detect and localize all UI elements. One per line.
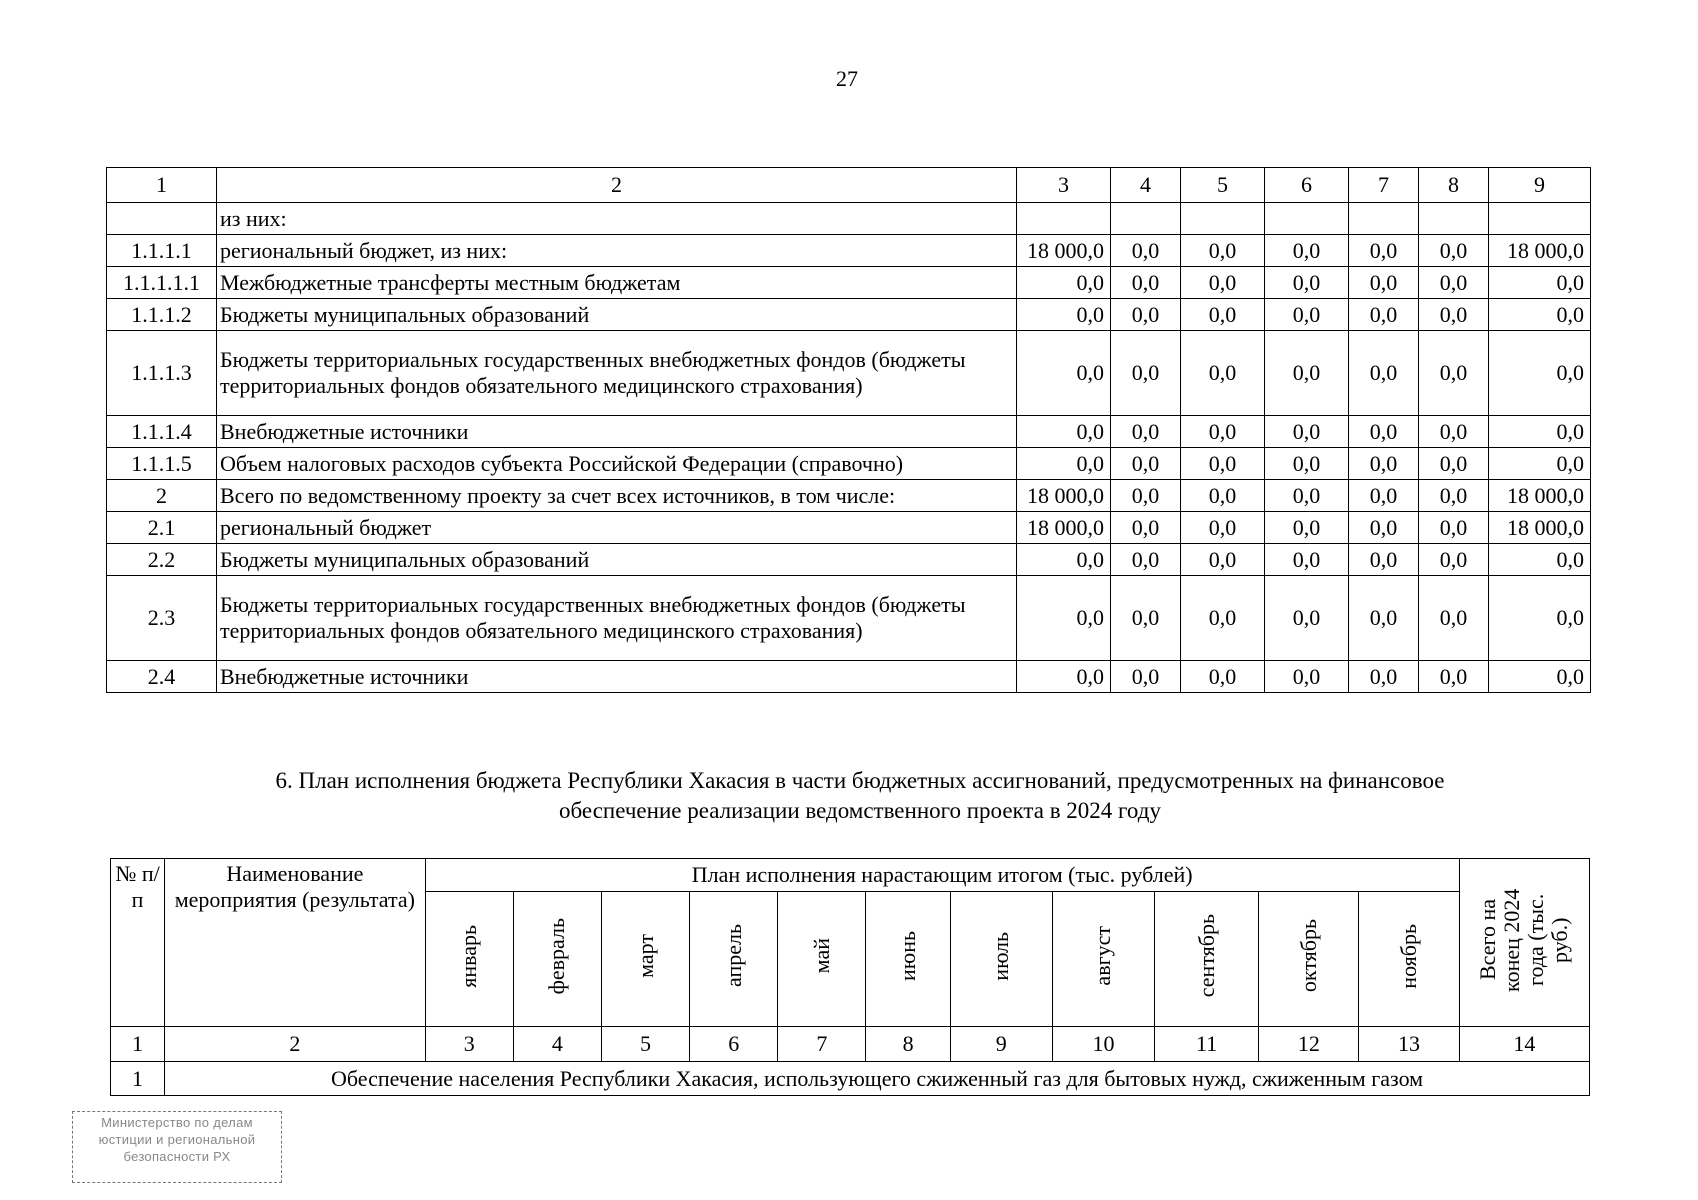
row-label: Бюджеты территориальных государственных внебюджетных фондов (бюджеты территориальных фондов обязательного медицинского страхования) (217, 576, 1017, 661)
value-cell: 0,0 (1265, 448, 1349, 480)
value-cell: 0,0 (1111, 235, 1181, 267)
column-number-cell: 10 (1052, 1027, 1154, 1062)
section-title-line: обеспечение реализации ведомственного проекта в 2024 году (559, 798, 1161, 823)
month-header (950, 892, 1052, 1027)
month-header (1259, 892, 1359, 1027)
value-cell: 0,0 (1265, 544, 1349, 576)
value-cell: 0,0 (1181, 480, 1265, 512)
value-cell: 0,0 (1489, 448, 1591, 480)
header-cell: 8 (1419, 168, 1489, 203)
month-header (866, 892, 950, 1027)
value-cell: 0,0 (1181, 544, 1265, 576)
value-cell: 18 000,0 (1489, 235, 1591, 267)
col-number-header: № п/п (111, 859, 165, 1027)
plan-header-row (111, 859, 1590, 892)
row-number: 2.2 (107, 544, 217, 576)
header-cell: 4 (1111, 168, 1181, 203)
row-label: из них: (217, 203, 1017, 235)
value-cell: 0,0 (1017, 661, 1111, 693)
header-cell: 3 (1017, 168, 1111, 203)
value-cell: 0,0 (1349, 448, 1419, 480)
header-cell: 6 (1265, 168, 1349, 203)
value-cell: 0,0 (1349, 299, 1419, 331)
column-number-cell: 14 (1459, 1027, 1589, 1062)
row-number: 2.3 (107, 576, 217, 661)
header-cell: 9 (1489, 168, 1591, 203)
table-row (111, 1062, 1590, 1096)
row-number: 2 (107, 480, 217, 512)
month-label: январь (456, 924, 482, 988)
table-row (107, 416, 1591, 448)
column-number-cell: 7 (778, 1027, 866, 1062)
row-number (107, 203, 217, 235)
row-label: Объем налоговых расходов субъекта Российской Федерации (справочно) (217, 448, 1017, 480)
row-number: 1.1.1.2 (107, 299, 217, 331)
column-number-cell: 6 (690, 1027, 778, 1062)
value-cell (1349, 203, 1419, 235)
value-cell: 0,0 (1017, 448, 1111, 480)
value-cell: 0,0 (1111, 448, 1181, 480)
value-cell: 0,0 (1419, 448, 1489, 480)
header-cell: 2 (217, 168, 1017, 203)
value-cell: 0,0 (1181, 235, 1265, 267)
value-cell: 0,0 (1265, 331, 1349, 416)
value-cell: 0,0 (1017, 416, 1111, 448)
value-cell (1111, 203, 1181, 235)
row-number: 2.4 (107, 661, 217, 693)
value-cell: 0,0 (1349, 331, 1419, 416)
month-label: ноябрь (1396, 923, 1422, 989)
header-cell: 7 (1349, 168, 1419, 203)
table-row (107, 544, 1591, 576)
month-label: июль (988, 931, 1014, 981)
row-label: Бюджеты муниципальных образований (217, 299, 1017, 331)
value-cell: 0,0 (1111, 661, 1181, 693)
row-label: Внебюджетные источники (217, 661, 1017, 693)
value-cell: 0,0 (1349, 480, 1419, 512)
month-label: октябрь (1295, 919, 1321, 993)
row-label: Внебюджетные источники (217, 416, 1017, 448)
value-cell: 0,0 (1181, 661, 1265, 693)
budget-plan-table (110, 858, 1590, 1096)
table-row (107, 512, 1591, 544)
value-cell: 0,0 (1349, 512, 1419, 544)
value-cell: 0,0 (1111, 267, 1181, 299)
page-number: 27 (836, 66, 858, 91)
table-row (107, 235, 1591, 267)
value-cell: 0,0 (1265, 416, 1349, 448)
value-cell: 0,0 (1265, 661, 1349, 693)
value-cell: 0,0 (1265, 576, 1349, 661)
month-label: август (1090, 926, 1116, 986)
value-cell: 18 000,0 (1017, 480, 1111, 512)
table-row (107, 661, 1591, 693)
section-title-line: 6. План исполнения бюджета Республики Хакасия в части бюджетных ассигнований, предусмотренных на финансовое (275, 768, 1445, 793)
column-number-cell: 13 (1359, 1027, 1459, 1062)
value-cell: 0,0 (1265, 235, 1349, 267)
column-number-cell: 2 (165, 1027, 426, 1062)
col-name-header: Наименование мероприятия (результата) (165, 859, 426, 1027)
table-row (107, 299, 1591, 331)
value-cell: 0,0 (1181, 448, 1265, 480)
month-label: апрель (720, 924, 746, 988)
value-cell (1489, 203, 1591, 235)
row-number: 1.1.1.3 (107, 331, 217, 416)
table-row (107, 267, 1591, 299)
month-header (1052, 892, 1154, 1027)
value-cell: 0,0 (1111, 512, 1181, 544)
value-cell: 0,0 (1419, 576, 1489, 661)
row-label: региональный бюджет (217, 512, 1017, 544)
month-header (601, 892, 689, 1027)
stamp-line: юстиции и региональной (98, 1132, 256, 1147)
value-cell: 0,0 (1419, 331, 1489, 416)
value-cell: 0,0 (1419, 512, 1489, 544)
value-cell: 0,0 (1181, 299, 1265, 331)
table-row (107, 331, 1591, 416)
stamp-line: безопасности РХ (123, 1149, 231, 1164)
value-cell: 0,0 (1111, 480, 1181, 512)
value-cell: 0,0 (1419, 235, 1489, 267)
value-cell: 0,0 (1349, 416, 1419, 448)
table-header-row (107, 168, 1591, 203)
column-number-cell: 11 (1155, 1027, 1259, 1062)
table-row (107, 448, 1591, 480)
value-cell: 0,0 (1017, 331, 1111, 416)
value-cell (1017, 203, 1111, 235)
table-row (107, 203, 1591, 235)
total-header (1459, 859, 1589, 1027)
value-cell: 0,0 (1489, 576, 1591, 661)
value-cell: 0,0 (1349, 576, 1419, 661)
value-cell: 0,0 (1017, 299, 1111, 331)
value-cell: 0,0 (1489, 299, 1591, 331)
row-label: региональный бюджет, из них: (217, 235, 1017, 267)
value-cell: 0,0 (1111, 544, 1181, 576)
month-header (425, 892, 513, 1027)
column-number-row (111, 1027, 1590, 1062)
row-number: 1.1.1.5 (107, 448, 217, 480)
month-label: сентябрь (1193, 914, 1219, 998)
value-cell: 0,0 (1111, 331, 1181, 416)
value-cell: 0,0 (1349, 267, 1419, 299)
section-title (140, 766, 1580, 826)
value-cell: 0,0 (1349, 235, 1419, 267)
month-label: март (632, 934, 658, 978)
value-cell: 0,0 (1489, 544, 1591, 576)
value-cell: 18 000,0 (1489, 480, 1591, 512)
value-cell: 18 000,0 (1017, 512, 1111, 544)
value-cell: 18 000,0 (1017, 235, 1111, 267)
column-number-cell: 3 (425, 1027, 513, 1062)
value-cell: 0,0 (1017, 576, 1111, 661)
value-cell: 0,0 (1489, 331, 1591, 416)
value-cell: 0,0 (1419, 299, 1489, 331)
header-cell: 5 (1181, 168, 1265, 203)
value-cell: 18 000,0 (1489, 512, 1591, 544)
value-cell: 0,0 (1349, 544, 1419, 576)
row-label: Всего по ведомственному проекту за счет всех источников, в том числе: (217, 480, 1017, 512)
value-cell: 0,0 (1181, 331, 1265, 416)
plan-header: План исполнения нарастающим итогом (тыс. рублей) (425, 859, 1459, 892)
row-number: 1.1.1.1 (107, 235, 217, 267)
total-header-text: Всего на конец 2024 года (тыс. руб.) (1475, 887, 1573, 992)
header-cell: 1 (107, 168, 217, 203)
value-cell: 0,0 (1419, 544, 1489, 576)
row-label: Межбюджетные трансферты местным бюджетам (217, 267, 1017, 299)
value-cell: 0,0 (1419, 267, 1489, 299)
value-cell (1419, 203, 1489, 235)
month-header (690, 892, 778, 1027)
month-label: февраль (544, 917, 570, 995)
month-header (1155, 892, 1259, 1027)
table-row (107, 576, 1591, 661)
row-label: Бюджеты территориальных государственных внебюджетных фондов (бюджеты территориальных фондов обязательного медицинского страхования) (217, 331, 1017, 416)
value-cell: 0,0 (1181, 576, 1265, 661)
column-number-cell: 12 (1259, 1027, 1359, 1062)
row-number: 1.1.1.1.1 (107, 267, 217, 299)
registration-stamp (72, 1111, 282, 1183)
value-cell: 0,0 (1489, 267, 1591, 299)
month-header (778, 892, 866, 1027)
column-number-cell: 4 (513, 1027, 601, 1062)
value-cell: 0,0 (1265, 267, 1349, 299)
value-cell: 0,0 (1181, 512, 1265, 544)
measure-name: Обеспечение населения Республики Хакасия, использующего сжиженный газ для бытовых нужд, сжиженным газом (165, 1062, 1590, 1096)
value-cell: 0,0 (1017, 544, 1111, 576)
value-cell: 0,0 (1111, 299, 1181, 331)
value-cell: 0,0 (1111, 576, 1181, 661)
column-number-cell: 1 (111, 1027, 165, 1062)
month-header (513, 892, 601, 1027)
month-label: май (808, 938, 834, 974)
financing-table (106, 167, 1591, 693)
value-cell: 0,0 (1349, 661, 1419, 693)
row-number: 1 (111, 1062, 165, 1096)
column-number-cell: 8 (866, 1027, 950, 1062)
column-number-cell: 5 (601, 1027, 689, 1062)
value-cell: 0,0 (1265, 480, 1349, 512)
value-cell (1181, 203, 1265, 235)
month-label: июнь (895, 930, 921, 981)
value-cell (1265, 203, 1349, 235)
value-cell: 0,0 (1265, 299, 1349, 331)
value-cell: 0,0 (1181, 416, 1265, 448)
column-number-cell: 9 (950, 1027, 1052, 1062)
stamp-line: Министерство по делам (101, 1115, 253, 1130)
row-label: Бюджеты муниципальных образований (217, 544, 1017, 576)
value-cell: 0,0 (1419, 661, 1489, 693)
value-cell: 0,0 (1111, 416, 1181, 448)
row-number: 1.1.1.4 (107, 416, 217, 448)
value-cell: 0,0 (1181, 267, 1265, 299)
value-cell: 0,0 (1489, 661, 1591, 693)
value-cell: 0,0 (1419, 480, 1489, 512)
row-number: 2.1 (107, 512, 217, 544)
value-cell: 0,0 (1265, 512, 1349, 544)
value-cell: 0,0 (1489, 416, 1591, 448)
value-cell: 0,0 (1419, 416, 1489, 448)
value-cell: 0,0 (1017, 267, 1111, 299)
month-header (1359, 892, 1459, 1027)
table-row (107, 480, 1591, 512)
